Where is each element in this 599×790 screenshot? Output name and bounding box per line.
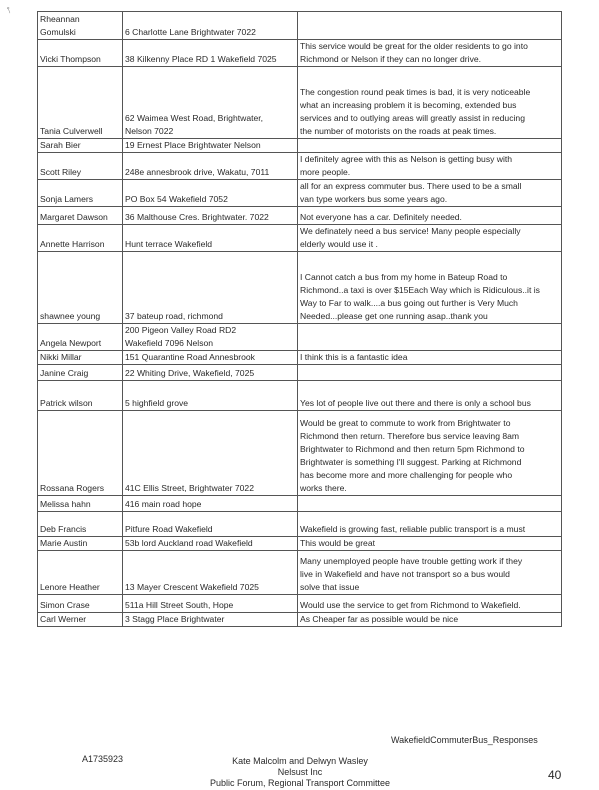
table-row [38,512,562,537]
respondent-comment [298,365,562,381]
text-line: more people. [300,167,351,177]
text-line: 5 highfield grove [125,398,189,408]
text-line: 36 Malthouse Cres. Brightwater. 7022 [125,212,269,222]
respondent-comment [298,324,562,351]
footer-meeting: Public Forum, Regional Transport Committee [209,778,391,788]
respondent-name [38,153,123,180]
respondent-comment [298,595,562,613]
respondent-name [38,551,123,595]
table-row [38,153,562,180]
respondent-address [123,381,298,411]
text-line: PO Box 54 Wakefield 7052 [125,194,228,204]
text-line: all for an express commuter bus. There used to be a small [300,181,522,191]
respondent-name [38,207,123,225]
text-line: Patrick wilson [40,398,93,408]
table-row [38,613,562,627]
text-line: 511a Hill Street South, Hope [125,600,234,610]
text-line: live in Wakefield and have not transport so a bus would [300,569,510,579]
respondent-name [38,225,123,252]
respondent-comment [298,252,562,324]
text-line: Simon Crase [40,600,90,610]
footer-organisation: Nelsust Inc [277,767,323,777]
respondent-comment [298,40,562,67]
text-line: services and to outlying areas will greatly assist in reducing [300,113,525,123]
respondent-address [123,613,298,627]
table-row [38,411,562,496]
table-row [38,180,562,207]
text-line: 416 main road hope [125,499,202,509]
text-line: Angela Newport [40,338,102,348]
text-line: Way to Far to walk....a bus going out further is Very Much [300,298,518,308]
text-line: 37 bateup road, richmond [125,311,223,321]
text-line: Hunt terrace Wakefield [125,239,213,249]
respondent-name [38,613,123,627]
respondent-comment [298,207,562,225]
respondent-comment [298,411,562,496]
respondent-address [123,365,298,381]
respondent-comment [298,351,562,365]
text-line: Annette Harrison [40,239,105,249]
respondent-name [38,365,123,381]
text-line: Margaret Dawson [40,212,108,222]
table-row [38,496,562,512]
table-row [38,225,562,252]
text-line: Gomulski [40,27,76,37]
text-line: 22 Whiting Drive, Wakefield, 7025 [125,368,255,378]
respondent-comment [298,67,562,139]
text-line: 38 Kilkenny Place RD 1 Wakefield 7025 [125,54,277,64]
text-line: Brightwater to Richmond and then return 5pm Richmond to [300,444,525,454]
table-row [38,207,562,225]
table-row [38,537,562,551]
text-line: Nelson 7022 [125,126,174,136]
text-line: 3 Stagg Place Brightwater [125,614,225,624]
text-line: 19 Ernest Place Brightwater Nelson [125,140,261,150]
respondent-comment [298,12,562,40]
respondent-name [38,324,123,351]
respondent-comment [298,381,562,411]
respondent-address [123,67,298,139]
respondent-address [123,537,298,551]
text-line: We definately need a bus service! Many people especially [300,226,521,236]
text-line: the number of motorists on the roads at peak times. [300,126,497,136]
text-line: Marie Austin [40,538,88,548]
respondent-address [123,252,298,324]
table-row [38,252,562,324]
text-line: This would be great [300,538,375,548]
text-line: solve that issue [300,582,360,592]
table-row [38,324,562,351]
respondent-address [123,139,298,153]
text-line: Carl Werner [40,614,87,624]
text-line: Many unemployed people have trouble getting work if they [300,556,523,566]
table-row [38,139,562,153]
text-line: elderly would use it . [300,239,378,249]
respondent-name [38,496,123,512]
respondent-comment [298,551,562,595]
respondent-comment [298,153,562,180]
respondent-comment [298,512,562,537]
respondent-address [123,551,298,595]
respondent-address [123,411,298,496]
respondent-comment [298,613,562,627]
text-line: 6 Charlotte Lane Brightwater 7022 [125,27,256,37]
respondent-name [38,381,123,411]
text-line: Rheannan [40,14,80,24]
respondent-comment [298,537,562,551]
respondent-name [38,351,123,365]
text-line: Tania Culverwell [40,126,103,136]
respondent-name [38,67,123,139]
respondent-address [123,595,298,613]
scan-mark: ↑ [4,3,14,17]
text-line: I definitely agree with this as Nelson is getting busy with [300,154,513,164]
text-line: Wakefield is growing fast, reliable public transport is a must [300,524,526,534]
text-line: I Cannot catch a bus from my home in Bateup Road to [300,272,508,282]
respondent-name [38,12,123,40]
text-line: Melissa hahn [40,499,91,509]
text-line: Sarah Bier [40,140,81,150]
respondent-name [38,512,123,537]
table-row [38,12,562,40]
respondent-address [123,153,298,180]
text-line: 248e annesbrook drive, Wakatu, 7011 [125,167,270,177]
respondent-name [38,411,123,496]
respondent-address [123,351,298,365]
text-line: has become more and more challenging for people who [300,470,513,480]
text-line: Deb Francis [40,524,87,534]
respondent-comment [298,180,562,207]
text-line: The congestion round peak times is bad, it is very noticeable [300,87,531,97]
text-line: Sonja Lamers [40,194,94,204]
table-row [38,40,562,67]
text-line: As Cheaper far as possible would be nice [300,614,459,624]
respondent-name [38,252,123,324]
text-line: Richmond or Nelson if they can no longer drive. [300,54,482,64]
file-reference: WakefieldCommuterBus_Responses [391,735,538,745]
respondent-comment [298,139,562,153]
text-line: Yes lot of people live out there and there is only a school bus [300,398,531,408]
responses-table-body [38,12,562,627]
text-line: Needed...please get one running asap..thank you [300,311,488,321]
text-line: van type workers bus some years ago. [300,194,448,204]
text-line: what an increasing problem it is becoming, extended bus [300,100,517,110]
respondent-address [123,12,298,40]
text-line: This service would be great for the older residents to go into [300,41,528,51]
respondent-name [38,139,123,153]
text-line: Would use the service to get from Richmond to Wakefield. [300,600,521,610]
table-row [38,365,562,381]
respondent-address [123,512,298,537]
respondent-address [123,225,298,252]
text-line: 53b lord Auckland road Wakefield [125,538,253,548]
table-row [38,551,562,595]
page-number: 40 [548,768,562,782]
text-line: shawnee young [40,311,101,321]
text-line: Wakefield 7096 Nelson [125,338,214,348]
text-line: 41C Ellis Street, Brightwater 7022 [125,483,254,493]
respondent-address [123,496,298,512]
text-line: 151 Quarantine Road Annesbrook [125,352,255,362]
text-line: 200 Pigeon Valley Road RD2 [125,325,237,335]
text-line: Lenore Heather [40,582,100,592]
document-id: A1735923 [82,754,124,764]
text-line: Richmond..a taxi is over $15Each Way which is Ridiculous..it is [300,285,540,295]
text-line: Nikki Millar [40,352,82,362]
text-line: Vicki Thompson [40,54,101,64]
page-footer [160,756,440,789]
text-line: I think this is a fantastic idea [300,352,408,362]
text-line: Richmond then return. Therefore bus service leaving 8am [300,431,520,441]
respondent-name [38,40,123,67]
respondent-address [123,324,298,351]
respondent-name [38,180,123,207]
respondent-name [38,595,123,613]
respondent-comment [298,496,562,512]
text-line: Janine Craig [40,368,89,378]
text-line: Not everyone has a car. Definitely needed. [300,212,462,222]
text-line: Rossana Rogers [40,483,105,493]
text-line: Pitfure Road Wakefield [125,524,213,534]
text-line: Brightwater is something I'll suggest. Parking at Richmond [300,457,522,467]
respondent-address [123,180,298,207]
table-row [38,381,562,411]
table-row [38,595,562,613]
table-row [38,351,562,365]
text-line: Would be great to commute to work from Brightwater to [300,418,511,428]
text-line: 62 Waimea West Road, Brightwater, [125,113,264,123]
respondent-address [123,207,298,225]
text-line: 13 Mayer Crescent Wakefield 7025 [125,582,259,592]
respondent-name [38,537,123,551]
footer-submitters: Kate Malcolm and Delwyn Wasley [232,756,368,766]
table-row [38,67,562,139]
responses-table [37,11,562,627]
respondent-comment [298,225,562,252]
respondent-address [123,40,298,67]
text-line: Scott Riley [40,167,82,177]
text-line: works there. [300,483,347,493]
